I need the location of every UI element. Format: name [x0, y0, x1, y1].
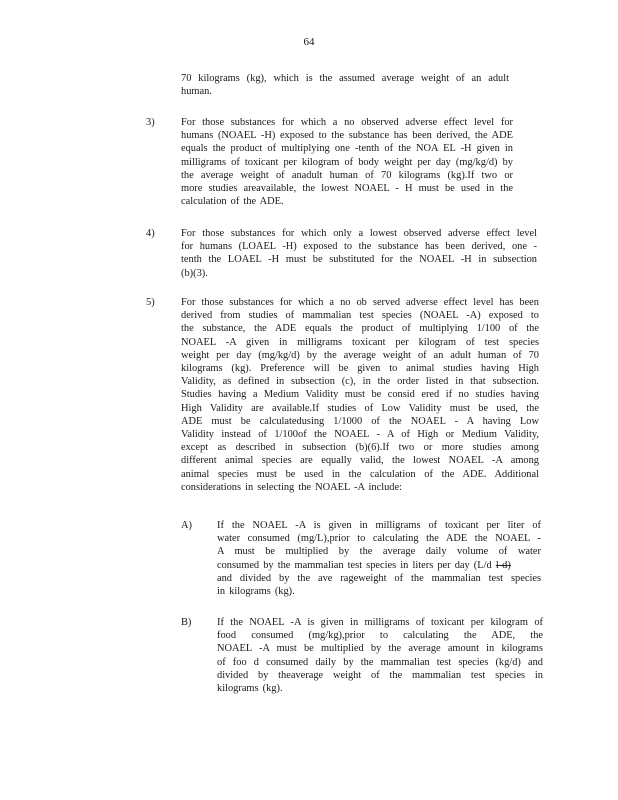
text-line: the substance, the ADE equals the product of multiplying 1/100 of the — [181, 323, 539, 335]
text-line: equals the product of multiplying one -tenth of the NOA EL -H given in — [181, 143, 513, 155]
text-line: animal species must be used in the calculation of the ADE. Additional — [181, 468, 539, 480]
text-line: NOAEL -A given in milligrams toxicant per kilogram of test species — [181, 336, 539, 348]
text-line: for humans (LOAEL -H) exposed to the substance has been derived, one - — [181, 241, 537, 253]
text-line: A must be multiplied by the average daily volume of water — [217, 546, 541, 558]
text-line: For those substances for which a no observed adverse effect level for — [181, 117, 513, 128]
item-3-paragraph — [181, 116, 513, 208]
text-line: in kilograms (kg). — [217, 586, 295, 598]
text-line: Validity, as defined in subsection (c), in the order listed in that subsection. — [181, 376, 539, 388]
text-line: 70 kilograms (kg), which is the assumed average weight of an adult — [181, 73, 509, 84]
text-line: Studies having a Medium Validity must be consid ered if no studies having — [181, 389, 539, 401]
item-4-paragraph — [181, 227, 537, 280]
text-line: different animal species are equally valid, the lowest NOAEL -A among — [181, 455, 539, 467]
text-line: tenth the LOAEL -H must be substituted for the NOAEL -H in subsection — [181, 254, 537, 266]
text-line: kilograms (kg). Preference will be given to animal studies having High — [181, 363, 539, 375]
text-line: kilograms (kg). — [217, 683, 283, 695]
text-line: (b)(3). — [181, 267, 208, 279]
text-line: the average weight of anadult human of 70 kilograms (kg).If two or — [181, 169, 513, 181]
text-line: ADE must be calculatedusing 1/1000 of the NOAEL - A having Low — [181, 415, 539, 427]
text-line: If the NOAEL -A is given in milligrams of toxicant per liter of — [217, 520, 541, 531]
text-line: except as described in subsection (b)(6).If two or more studies among — [181, 442, 539, 454]
text-line: divided by theaverage weight of the mammalian test species in — [217, 669, 543, 681]
text-line: calculation of the ADE. — [181, 196, 284, 208]
subitem-letter: B) — [181, 617, 192, 628]
text-line: High Validity are available.If studies of Low Validity must be used, the — [181, 402, 539, 414]
text-line: For those substances for which only a lowest observed adverse effect level — [181, 228, 537, 239]
text-line: food consumed (mg/kg),prior to calculating the ADE, the — [217, 630, 543, 642]
item-number: 3) — [146, 117, 155, 128]
subitem-letter: A) — [181, 520, 192, 531]
item-number: 4) — [146, 228, 155, 239]
text-line: human. — [181, 86, 212, 98]
subitem-a-paragraph — [217, 519, 541, 598]
text-line: NOAEL -A must be multiplied by the average amount in kilograms — [217, 643, 543, 655]
page-number: 64 — [303, 36, 315, 48]
text-line — [217, 559, 541, 572]
item-5-paragraph — [181, 296, 539, 494]
text-line: Validity instead of 1/100of the NOAEL - A of High or Medium Validity, — [181, 429, 539, 441]
text-line: and divided by the ave rageweight of the mammalian test species — [217, 572, 541, 584]
text-fragment: consumed by the mammalian test species in liters per day (L/d — [217, 559, 492, 571]
text-line: If the NOAEL -A is given in milligrams of toxicant per kilogram of — [217, 617, 543, 628]
text-line: considerations in selecting the NOAEL -A include: — [181, 481, 402, 493]
text-line: For those substances for which a no ob served adverse effect level has been — [181, 297, 539, 308]
text-line: more studies areavailable, the lowest NOAEL - H must be used in the — [181, 183, 513, 195]
item-number: 5) — [146, 297, 155, 308]
text-line: of foo d consumed daily by the mammalian test species (kg/d) and — [217, 656, 543, 668]
struck-text: l-d) — [495, 559, 511, 571]
subitem-b-paragraph — [217, 616, 543, 695]
text-line: weight per day (mg/kg/d) by the average weight of an adult human of 70 — [181, 349, 539, 361]
text-line: milligrams of toxicant per kilogram of body weight per day (mg/kg/d) by — [181, 156, 513, 168]
text-line: derived from studies of mammalian test species (NOAEL -A) exposed to — [181, 310, 539, 322]
text-line: humans (NOAEL -H) exposed to the substance has been derived, the ADE — [181, 130, 513, 142]
intro-continuation-paragraph — [181, 72, 509, 98]
text-line: water consumed (mg/L),prior to calculating the ADE the NOAEL - — [217, 533, 541, 545]
